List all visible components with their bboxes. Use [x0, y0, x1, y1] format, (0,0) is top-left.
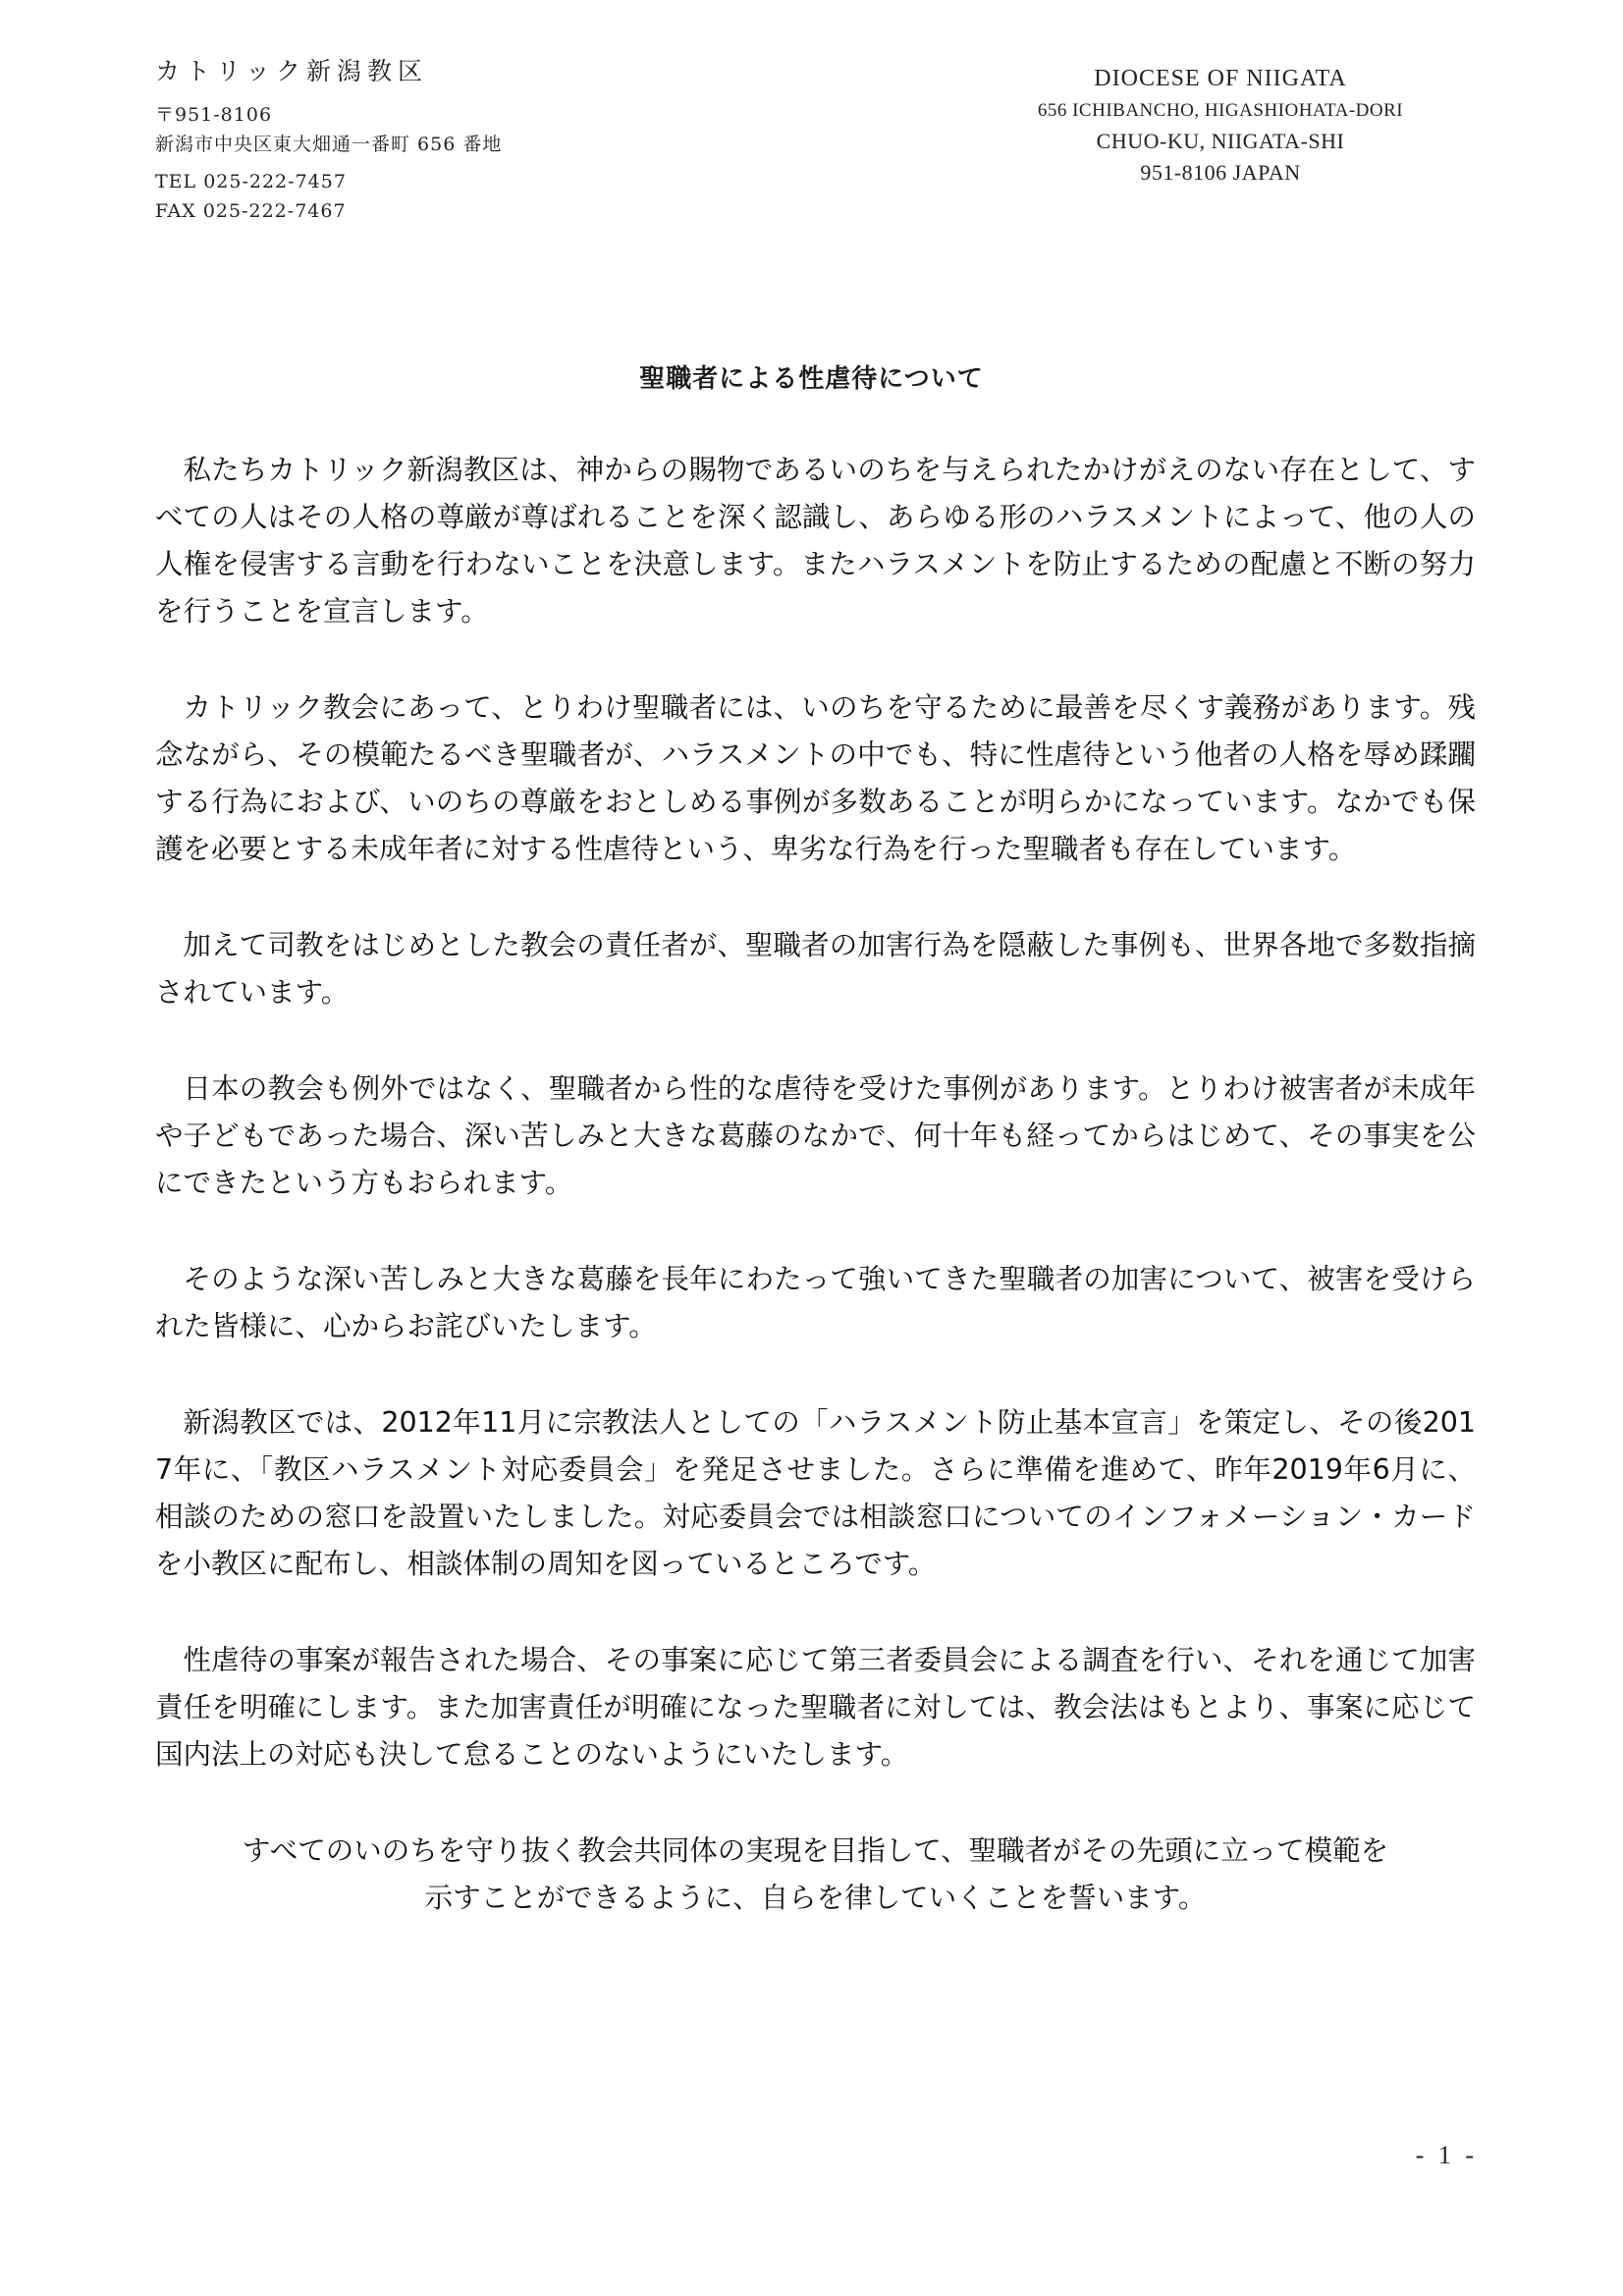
paragraph-5: そのような深い苦しみと大きな葛藤を長年にわたって強いてきた聖職者の加害について、被害を受けられた皆様に、心からお詫びいたします。 [155, 1263, 1476, 1342]
paragraph-2: カトリック教会にあって、とりわけ聖職者には、いのちを守るために最善を尽くす義務があります。残念ながら、その模範たるべき聖職者が、ハラスメントの中でも、特に性虐待という他者の人格を辱め蹂躙する行為におよび、いのちの尊厳をおとしめる事例が多数あることが明らかになっています。なかでも保護を必要とする未成年者に対する性虐待という、卑劣な行為を行った聖職者も存在しています。 [155, 691, 1476, 865]
letterhead-org-en: DIOCESE OF NIIGATA [1094, 66, 1347, 91]
closing-line-1: すべてのいのちを守り抜く教会共同体の実現を目指して、聖職者がその先頭に立って模範を [242, 1834, 1389, 1867]
letterhead-postal-en: 951-8106 JAPAN [1140, 160, 1301, 185]
letterhead-japanese [155, 57, 502, 226]
letterhead-postal-ja: 〒951-8106 [155, 104, 273, 126]
letterhead-address2-en: CHUO-KU, NIIGATA-SHI [1096, 129, 1345, 153]
document-title: 聖職者による性虐待について [639, 364, 984, 394]
paragraph-6: 新潟教区では、2012年11月に宗教法人としての「ハラスメント防止基本宣言」を策定し、その後2017年に、「教区ハラスメント対応委員会」を発足させました。さらに準備を進めて、昨年2019年6月に、相談のための窓口を設置いたしました。対応委員会では相談窓口についてのインフォメーション・カードを小教区に配布し、相談体制の周知を図っているところです。 [155, 1406, 1476, 1580]
letterhead-org-ja: カトリック新潟教区 [155, 57, 429, 85]
closing-line-2: 示すことができるように、自らを律していくことを誓います。 [424, 1882, 1207, 1914]
letterhead-fax: FAX 025-222-7467 [155, 200, 347, 222]
page-number: - 1 - [1415, 2141, 1478, 2169]
paragraph-3: 加えて司教をはじめとした教会の責任者が、聖職者の加害行為を隠蔽した事例も、世界各地で多数指摘されています。 [155, 929, 1476, 1009]
paragraph-4: 日本の教会も例外ではなく、聖職者から性的な虐待を受けた事例があります。とりわけ被害者が未成年や子どもであった場合、深い苦しみと大きな葛藤のなかで、何十年も経ってからはじめて、その事実を公にできたという方もおられます。 [155, 1072, 1476, 1199]
paragraph-7: 性虐待の事案が報告された場合、その事案に応じて第三者委員会による調査を行い、それを通じて加害責任を明確にします。また加害責任が明確になった聖職者に対しては、教会法はもとより、事案に応じて国内法上の対応も決して怠ることのないようにいたします。 [155, 1644, 1476, 1771]
closing-paragraph [155, 1828, 1476, 1922]
letterhead-address1-en: 656 ICHIBANCHO, HIGASHIOHATA-DORI [1037, 100, 1404, 121]
paragraph-1: 私たちカトリック新潟教区は、神からの賜物であるいのちを与えられたかけがえのない存在として、すべての人はその人格の尊厳が尊ばれることを深く認識し、あらゆる形のハラスメントによって、他の人の人権を侵害する言動を行わないことを決意します。またハラスメントを防止するための配慮と不断の努力を行うことを宣言します。 [155, 454, 1476, 628]
letterhead-address-ja: 新潟市中央区東大畑通一番町 656 番地 [155, 134, 503, 155]
document-body [155, 447, 1476, 1971]
letterhead-tel: TEL 025-222-7457 [155, 171, 347, 192]
letterhead-english [965, 61, 1476, 189]
